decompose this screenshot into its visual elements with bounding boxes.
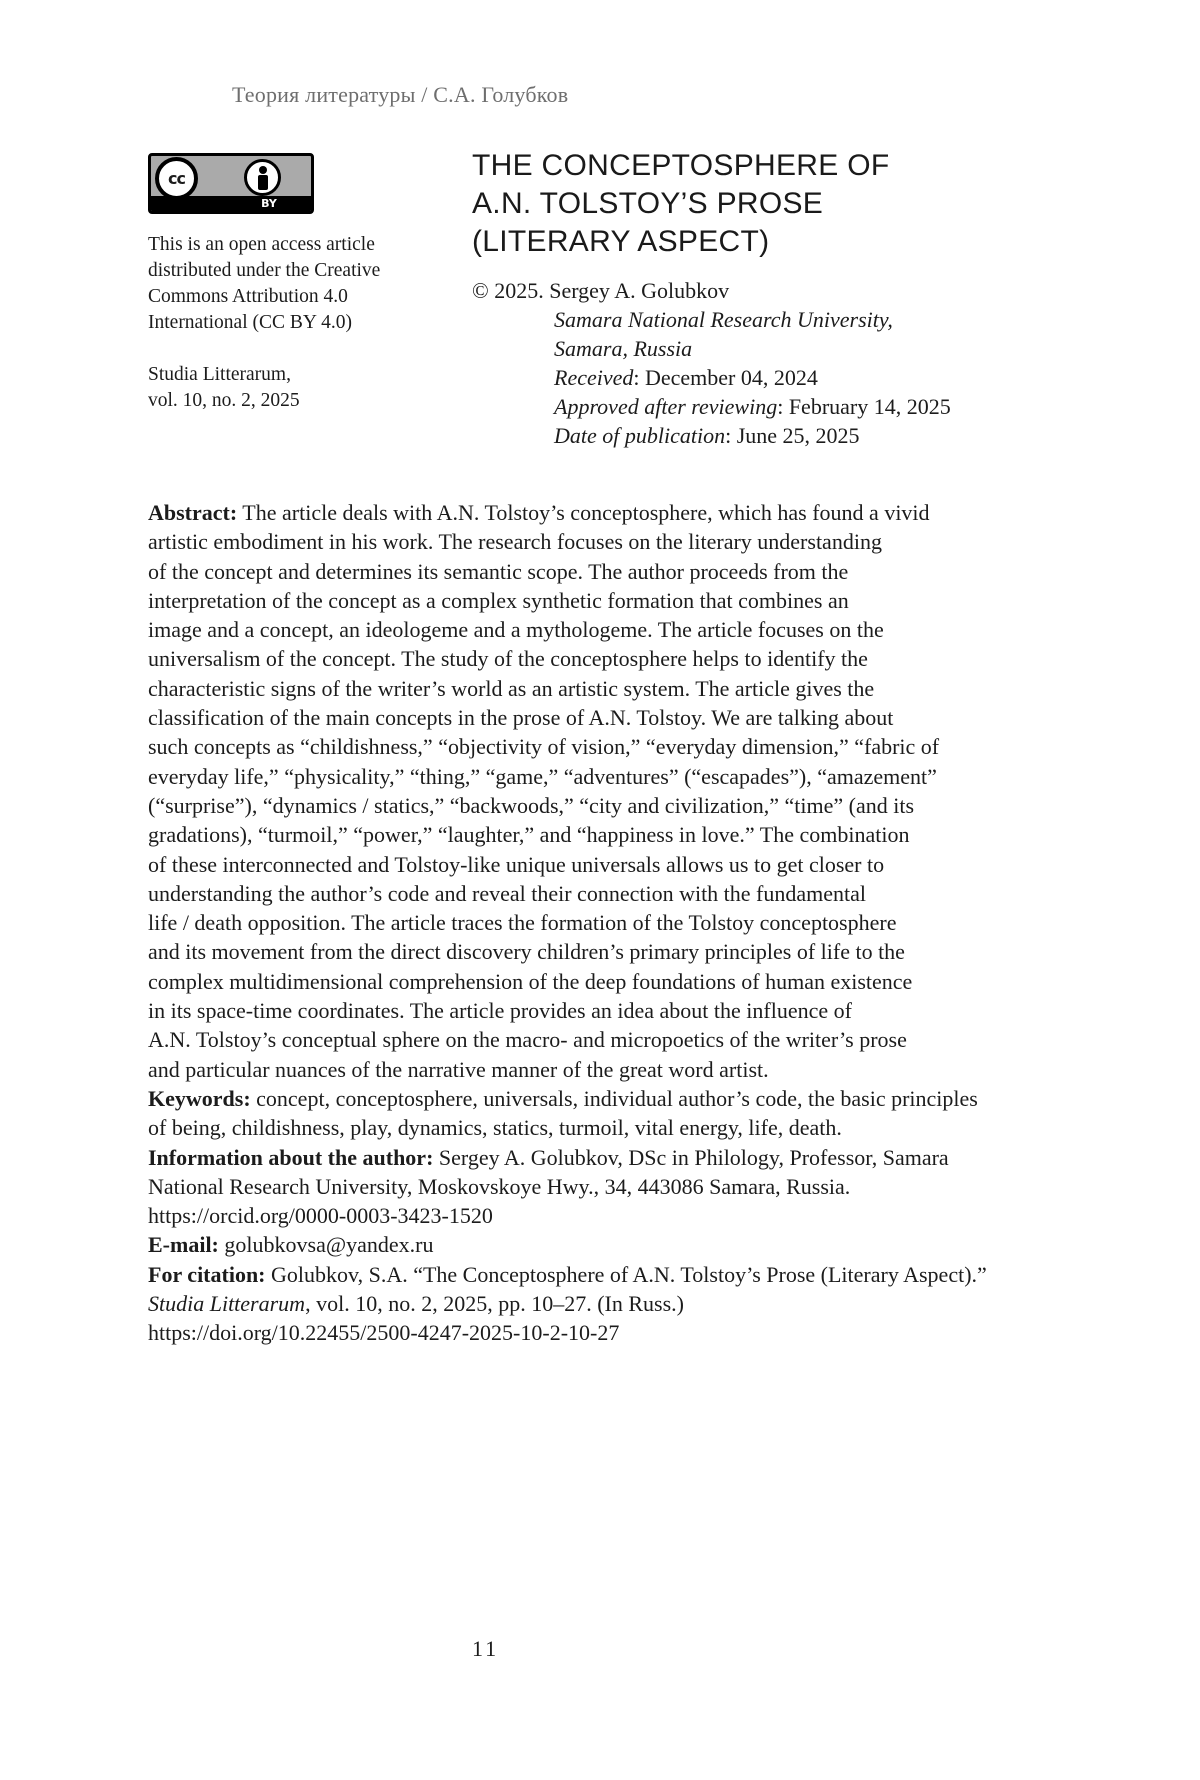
abstract-line: understanding the author’s code and reveal their connection with the fundamental [148, 880, 867, 906]
abstract-line: classification of the main concepts in the prose of A.N. Tolstoy. We are talking about [148, 705, 894, 731]
abstract-line: life / death opposition. The article traces the formation of the Tolstoy conceptosphere [148, 910, 897, 936]
approved-value: : February 14, 2025 [777, 394, 951, 419]
keywords-line: of being, childishness, play, dynamics, statics, turmoil, vital energy, life, death. [148, 1115, 842, 1141]
title-line: (LITERARY ASPECT) [472, 225, 770, 258]
citation-journal: Studia Litterarum [148, 1291, 306, 1317]
author-info-paragraph [148, 1143, 1096, 1231]
author-info-line: National Research University, Moskovskoye Hwy., 34, 443086 Samara, Russia. [148, 1173, 851, 1199]
affiliation-line: Samara National Research University, [554, 307, 893, 332]
doi-link[interactable]: https://doi.org/10.22455/2500-4247-2025-10-2-10-27 [148, 1320, 620, 1346]
keywords-line: concept, conceptosphere, universals, individual author’s code, the basic principles [250, 1085, 978, 1111]
author-info-line: Sergey A. Golubkov, DSc in Philology, Professor, Samara [433, 1144, 949, 1170]
citation-paragraph [148, 1260, 1096, 1348]
running-header: Теория литературы / С.А. Голубков [232, 82, 569, 107]
citation-line: , vol. 10, no. 2, 2025, pp. 10–27. (In Russ.) [305, 1291, 684, 1317]
cc-by-license-icon [148, 153, 314, 214]
title-line: THE CONCEPTOSPHERE OF [472, 149, 890, 182]
received-value: : December 04, 2024 [633, 365, 818, 390]
abstract-line: in its space-time coordinates. The article provides an idea about the influence of [148, 998, 852, 1024]
abstract-line: everyday life,” “physicality,” “thing,” “game,” “adventures” (“escapades”), “amazement” [148, 763, 937, 789]
abstract-line: A.N. Tolstoy’s conceptual sphere on the macro- and micropoetics of the writer’s prose [148, 1027, 907, 1053]
received-date [472, 363, 1092, 392]
abstract-line: characteristic signs of the writer’s world as an artistic system. The article gives the [148, 675, 875, 701]
citation-label: For citation: [148, 1261, 266, 1287]
journal-line: vol. 10, no. 2, 2025 [148, 390, 300, 411]
abstract-line: universalism of the concept. The study of the conceptosphere helps to identify the [148, 646, 868, 672]
license-by-label: BY [261, 197, 277, 210]
abstract-line: gradations), “turmoil,” “power,” “laughter,” and “happiness in love.” The combination [148, 822, 910, 848]
published-label: Date of publication [554, 423, 726, 448]
publication-date [472, 421, 1092, 450]
orcid-link[interactable]: https://orcid.org/0000-0003-3423-1520 [148, 1203, 493, 1229]
abstract-line: such concepts as “childishness,” “objectivity of vision,” “everyday dimension,” “fabric of [148, 734, 940, 760]
abstract-line: interpretation of the concept as a complex synthetic formation that combines an [148, 587, 849, 613]
affiliation-line: Samara, Russia [554, 336, 693, 361]
license-line: This is an open access article [148, 234, 375, 255]
license-line: International (CC BY 4.0) [148, 312, 352, 333]
keywords-paragraph [148, 1084, 1096, 1143]
cc-logo-icon: cc [155, 157, 198, 200]
approved-date [472, 392, 1092, 421]
license-line: distributed under the Creative [148, 260, 381, 281]
abstract-line: artistic embodiment in his work. The research focuses on the literary understanding [148, 529, 882, 555]
abstract-line: complex multidimensional comprehension of the deep foundations of human existence [148, 968, 913, 994]
copyright-line: © 2025. Sergey A. Golubkov [472, 278, 730, 303]
license-line: Commons Attribution 4.0 [148, 286, 348, 307]
article-front-matter [148, 498, 1096, 1348]
journal-line: Studia Litterarum, [148, 364, 291, 385]
abstract-label: Abstract: [148, 500, 238, 525]
license-notice [148, 232, 418, 414]
abstract-line: (“surprise”), “dynamics / statics,” “backwoods,” “city and civilization,” “time” (and its [148, 792, 915, 818]
abstract-paragraph [148, 498, 1096, 1084]
email-paragraph [148, 1230, 1096, 1259]
abstract-line: of the concept and determines its semantic scope. The author proceeds from the [148, 558, 849, 584]
abstract-line: image and a concept, an ideologeme and a mythologeme. The article focuses on the [148, 617, 884, 643]
abstract-line: of these interconnected and Tolstoy-like unique universals allows us to get closer to [148, 851, 885, 877]
author-info-label: Information about the author: [148, 1144, 434, 1170]
abstract-line: and its movement from the direct discovery children’s primary principles of life to the [148, 939, 905, 965]
received-label: Received [554, 365, 634, 390]
article-title [472, 147, 1032, 261]
email-label: E-mail: [148, 1232, 219, 1258]
approved-label: Approved after reviewing [554, 394, 778, 419]
article-meta [472, 276, 1092, 450]
abstract-line: and particular nuances of the narrative manner of the great word artist. [148, 1056, 769, 1082]
keywords-label: Keywords: [148, 1085, 251, 1111]
attribution-person-icon [244, 159, 281, 196]
citation-line: Golubkov, S.A. “The Conceptosphere of A.N. Tolstoy’s Prose (Literary Aspect).” [265, 1261, 987, 1287]
published-value: : June 25, 2025 [725, 423, 860, 448]
email-link[interactable]: golubkovsa@yandex.ru [218, 1232, 434, 1258]
title-line: A.N. TOLSTOY’S PROSE [472, 187, 824, 220]
abstract-line: The article deals with A.N. Tolstoy’s conceptosphere, which has found a vivid [237, 500, 930, 525]
page-number: 11 [472, 1636, 500, 1661]
